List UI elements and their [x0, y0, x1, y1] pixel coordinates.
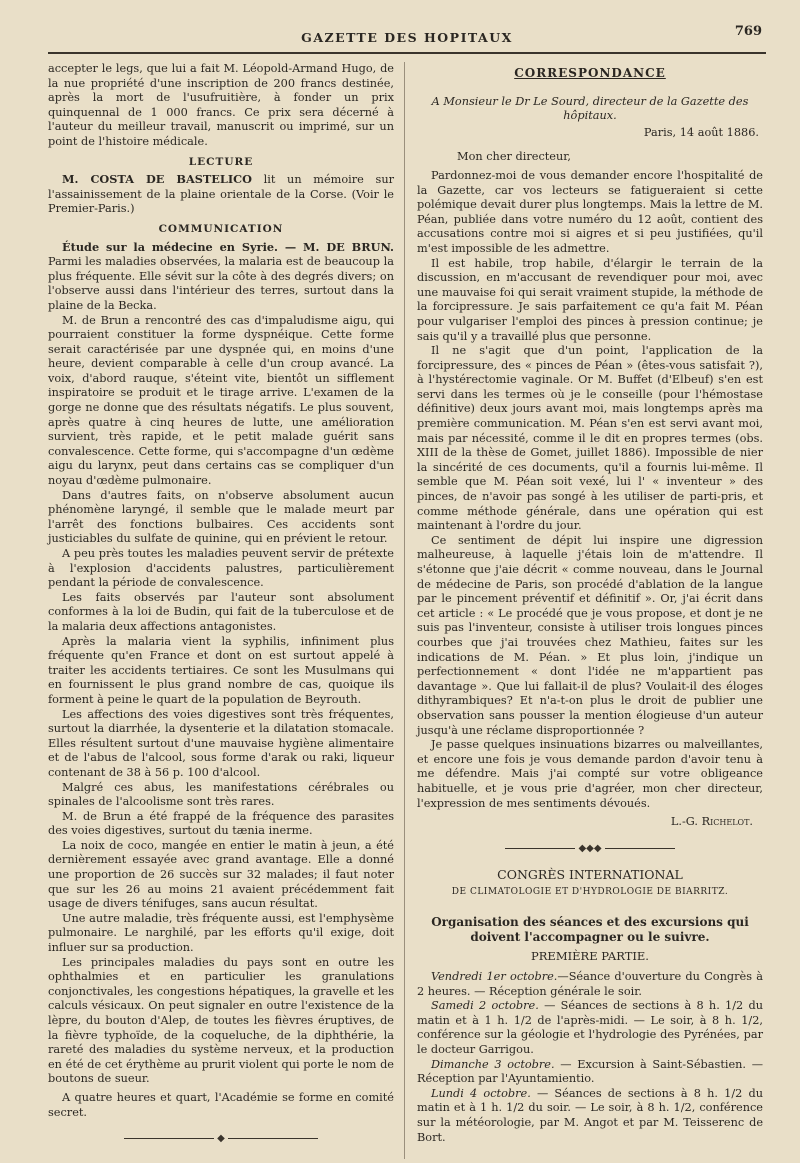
study-author: — M. DE BRUN.	[277, 239, 394, 254]
schedule-date: Dimanche 3 octobre.	[431, 1057, 555, 1071]
paragraph: La noix de coco, mangée en entier le matin à jeun, a été dernièrement essayée avec grand avantage. Elle a donné une proportion de 26 succès sur 32 malades; il faut noter que sur les 26 au moins 21 avaient précédemment fait usage de divers ténifuges, sans aucun résultat.	[48, 838, 394, 911]
paragraph-closing: A quatre heures et quart, l'Académie se forme en comité secret.	[48, 1090, 394, 1119]
letter-addressee: A Monsieur le Dr Le Sourd, directeur de la Gazette des hôpitaux.	[431, 94, 749, 123]
left-column	[48, 62, 404, 1159]
letter-paragraph: Je passe quelques insinuations bizarres ou malveillantes, et encore une fois je vous demande pardon d'avoir tenu à me défendre. Mais j'ai compté sur votre obligeance habituelle, et je vous prie d'agréer, mon cher directeur, l'expression de mes sentiments dévoués.	[417, 738, 763, 810]
lecture-text: lit un mémoire sur l'assainissement de la plaine orientale de la Corse. (Voir le Premier-Paris.)	[48, 173, 394, 216]
lecture-author: M. COSTA DE BASTELICO	[62, 172, 252, 187]
schedule-text: — Séances de sections à 8 h. 1/2 du matin et à 1 h. 1/2 de l'après-midi. — Le soir, à 8 h. 1/2, conférence sur la géologie et l'hydrologie des Pyrénées, par le docteur Garrigou.	[417, 999, 764, 1057]
paragraph: Après la malaria vient la syphilis, infiniment plus fréquente qu'en France et dont on est surtout appelé à traiter les accidents tertiaires. Ce sont les Musulmans qui en fournissent le plus grand nombre de cas, quoique ils forment à peine le quart de la population de Beyrouth.	[48, 634, 394, 706]
study-paragraph	[48, 240, 394, 314]
separator-ornament: ◆	[48, 1132, 394, 1147]
letter-paragraph: Il est habile, trop habile, d'élargir le terrain de la discussion, en m'accusant de revendiquer pour moi, avec une mauvaise foi qui serait vraiment stupide, la méthode de la forcipressure. Je sais parfaitement ce qu'a fait M. Péan pour vulgariser l'emploi des pinces à pression continue; je sais qu'il y a travaillé plus que personne.	[417, 256, 763, 343]
page-number: 769	[734, 24, 762, 39]
section-heading-communication: COMMUNICATION	[158, 222, 284, 235]
paragraph: Les affections des voies digestives sont très fréquentes, surtout la diarrhée, la dysenterie et la dilatation stomacale. Elles résultent surtout d'une mauvaise hygiène alimentaire et de l'abus de l'alcool, sous forme d'arak ou raki, liqueur contenant de 38 à 56 p. 100 d'alcool.	[48, 707, 394, 779]
schedule-text: —Séance d'ouverture du Congrès à 2 heures. — Réception générale le soir.	[417, 970, 763, 998]
schedule-date: Vendredi 1er octobre.	[431, 970, 558, 984]
page-header	[48, 24, 766, 48]
study-title: Étude sur la médecine en Syrie.	[62, 239, 278, 254]
schedule-date: Samedi 2 octobre.	[431, 999, 539, 1013]
letter-salutation: Mon cher directeur,	[457, 150, 572, 164]
lecture-paragraph	[48, 172, 394, 217]
schedule-item	[417, 1087, 763, 1145]
study-text: Parmi les maladies observées, la malaria est de beaucoup la plus fréquente. Elle sévit sur la côte à des degrés divers; on l'observe aussi dans l'intérieur des terres, surtout dans la plaine de la Becka.	[48, 255, 394, 312]
part-title: PREMIÈRE PARTIE.	[531, 949, 649, 964]
journal-title: GAZETTE DES HOPITAUX	[301, 30, 513, 45]
paragraph: Malgré ces abus, les manifestations cérébrales ou spinales de l'alcoolisme sont très rares.	[48, 780, 394, 809]
schedule-text: — Séances de sections à 8 h. 1/2 du matin et à 1 h. 1/2 du soir. — Le soir, à 8 h. 1/2, conférence sur la météorologie, par M. Angot et par M. Teisserenc de Bort.	[417, 1086, 763, 1144]
header-rule	[48, 52, 766, 54]
letter-paragraph: Ce sentiment de dépit lui inspire une digression malheureuse, à laquelle j'étais loin de m'attendre. Il s'étonne que j'aie décrit « comme nouveau, dans le Journal de médecine de Paris, son procédé d'ablation de la langue par le pincement préventif et définitif ». Or, j'ai écrit dans cet article : « Le procédé que je vous propose, et dont je ne suis pas l'inventeur, consiste à utiliser trois longues pinces courbes que j'ai trouvées chez Mathieu, faites sur les indications de M. Péan. » Et plus loin, j'indique un perfectionnement « dont l'idée ne m'appartient pas davantage ». Que lui fallait-il de plus? Voulait-il des éloges dithyrambiques? Et n'a-t-on plus le droit de publier une observation sans pousser la mention élogieuse d'un auteur jusqu'à une réclame disproportionnée ?	[417, 533, 763, 737]
schedule-date: Lundi 4 octobre.	[431, 1086, 531, 1100]
section-heading-lecture: LECTURE	[188, 155, 254, 168]
separator-ornament: ◆◆◆	[417, 842, 763, 857]
paragraph: M. de Brun a été frappé de la fréquence des parasites des voies digestives, surtout du tænia inerme.	[48, 809, 394, 838]
paragraph: Dans d'autres faits, on n'observe absolument aucun phénomène laryngé, il semble que le malade meurt par l'arrêt des fonctions bulbaires. Ces accidents sont justiciables du sulfate de quinine, qui en prévient le retour.	[48, 488, 394, 546]
schedule-text: — Excursion à Saint-Sébastien. — Réception par l'Ayuntamientio.	[417, 1057, 763, 1086]
paragraph: Les faits observés par l'auteur sont absolument conformes à la loi de Budin, qui fait de la tuberculose et de la malaria deux affections antagonistes.	[48, 590, 394, 633]
paragraph-intro: accepter le legs, que lui a fait M. Léopold-Armand Hugo, de la nue propriété d'une inscription de 200 francs destinée, après la mort de l'usufruitière, à fonder un prix quinquennal de 1 000 francs. Ce prix sera décerné à l'auteur du meilleur travail, manuscrit ou imprimé, sur un point de l'histoire médicale.	[48, 62, 394, 148]
section-heading-correspondance: CORRESPONDANCE	[514, 66, 666, 80]
congress-subtitle: DE CLIMATOLOGIE ET D'HYDROLOGIE DE BIARRITZ.	[451, 886, 729, 897]
schedule-item	[417, 970, 763, 999]
paragraph: Une autre maladie, très fréquente aussi, est l'emphysème pulmonaire. Le narghilé, par les efforts qu'il exige, doit influer sur sa production.	[48, 911, 394, 955]
columns	[48, 62, 766, 1159]
paragraph: M. de Brun a rencontré des cas d'impaludisme aigu, qui pourraient constituer la forme dyspnéique. Cette forme serait caractérisée par une dyspnée qui, en moins d'une heure, devient comparable à celle d'un croup avancé. La voix, d'abord rauque, s'éteint vite, bientôt un sifflement inspiratoire se produit et le tirage arrive. L'examen de la gorge ne donne que des résultats négatifs. Le plus souvent, après quatre à cinq heures de lutte, une amélioration survient, très rapide, et le petit malade guérit sans convalescence. Cette forme, qui s'accompagne d'un œdème aigu du larynx, peut dans certains cas se compliquer d'un noyau d'œdème pulmonaire.	[48, 313, 394, 488]
letter-paragraph: Il ne s'agit que d'un point, l'application de la forcipressure, des « pinces de Péan » (êtes-vous satisfait ?), à l'hystérectomie vaginale. Or M. Buffet (d'Elbeuf) s'en est servi dans les termes où je le conseille (pour l'hémostase définitive) deux jours avant moi, mais longtemps après ma première communication. M. Péan s'en est servi avant moi, mais par nécessité, comme il le dit en propres termes (obs. XIII de la thèse de Gomet, juillet 1886). Impossible de nier la sincérité de ces documents, qu'il a fournis lui-même. Il semble que M. Péan soit vexé, lui l' « inventeur » des pinces, de n'avoir pas songé à les utiliser de parti-pris, et comme méthode générale, dans une opération qui est maintenant à l'ordre du jour.	[417, 344, 763, 533]
organisation-title: Organisation des séances et des excursions qui doivent l'accompagner ou le suivre.	[431, 915, 749, 945]
letter-paragraph: Pardonnez-moi de vous demander encore l'hospitalité de la Gazette, car vos lecteurs se fatigueraient si cette polémique devait durer plus longtemps. Mais la lettre de M. Péan, publiée dans votre numéro du 12 août, contient des accusations contre moi si aigres et si peu justifiées, qu'il m'est impossible de les admettre.	[417, 168, 763, 255]
schedule-item	[417, 1058, 763, 1087]
paragraph: A peu près toutes les maladies peuvent servir de prétexte à l'explosion d'accidents palustres, particulièrement pendant la période de convalescence.	[48, 547, 394, 590]
letter-signature: L.-G. Richelot.	[670, 815, 753, 829]
paragraph: Les principales maladies du pays sont en outre les ophthalmies et en particulier les granulations conjonctivales, les congestions hépatiques, la gravelle et les calculs vésicaux. On peut signaler en outre l'existence de la lèpre, du bouton d'Alep, de toutes les fièvres éruptives, de la fièvre typhoïde, de la coqueluche, de la diphthérie, la rareté des maladies du système nerveux, et la production en été de cet érythème au prurit violent qui porte le nom de boutons de sueur.	[48, 955, 394, 1086]
right-column	[404, 62, 763, 1159]
congress-title: CONGRÈS INTERNATIONAL	[497, 867, 683, 883]
letter-place-date: Paris, 14 août 1886.	[643, 125, 759, 139]
schedule-item	[417, 999, 763, 1057]
